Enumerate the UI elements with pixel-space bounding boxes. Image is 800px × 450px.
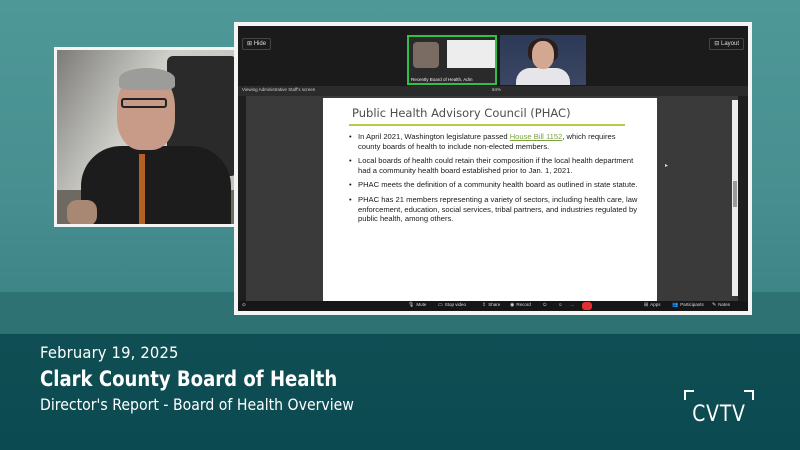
participants-button[interactable] — [672, 302, 704, 308]
broadcast-date: February 19, 2025 — [40, 343, 179, 362]
slide-title-rule — [349, 124, 625, 126]
speaker-video — [57, 50, 243, 224]
mouse-cursor-icon: ▸ — [665, 163, 669, 169]
layout-button[interactable]: ⊟ Layout — [709, 38, 744, 50]
participant-torso — [516, 68, 570, 85]
stop-video-label: Stop video — [444, 302, 466, 307]
apps-icon: ⊞ — [644, 302, 649, 308]
zoom-level[interactable]: 84% — [492, 87, 502, 92]
logo-text: CVTV — [692, 402, 746, 427]
lock-icon[interactable]: ⏻ — [543, 302, 547, 307]
slide-bullet: • PHAC has 21 members representing a variety of sectors, including health care, law enforcement, education, social services, tribal partners, and industries regulated by public health, among others. — [349, 195, 639, 224]
logo-bracket-left — [684, 390, 694, 400]
glasses — [121, 98, 167, 108]
record-button[interactable] — [510, 302, 531, 308]
participant-face — [413, 42, 439, 68]
participant-face — [532, 41, 554, 69]
speaker-hair — [119, 68, 175, 90]
bullet-text: , which requires county boards of health to include non-elected members. — [358, 132, 616, 151]
share-status-bar — [238, 86, 748, 96]
mute-label: Mute — [416, 302, 427, 307]
apps-button[interactable] — [644, 302, 660, 308]
slide-title: Public Health Advisory Council (PHAC) — [352, 106, 571, 120]
bullet-text: In April 2021, Washington legislature passed — [358, 132, 510, 141]
more-icon[interactable]: … — [570, 302, 575, 307]
meeting-toolbar — [238, 301, 748, 311]
apps-label: Apps — [650, 302, 661, 307]
logo-bracket-right — [744, 390, 754, 400]
slide-bullet: • Local boards of health could retain their composition if the local health department had a community health board established prior to Jan. 1, 2021. — [349, 156, 639, 175]
slide-bullet — [349, 132, 639, 151]
cvtv-logo — [682, 390, 756, 430]
stop-video-button[interactable] — [438, 302, 466, 308]
zoom-window-inner — [238, 26, 748, 311]
notes-icon: ✎ — [712, 302, 717, 308]
camera-icon: ▭ — [438, 302, 443, 308]
notes-label: Notes — [718, 302, 730, 307]
house-bill-link[interactable]: House Bill 1152 — [509, 132, 563, 141]
share-button[interactable] — [482, 302, 500, 308]
broadcast-subtitle: Director's Report - Board of Health Overview — [40, 395, 354, 414]
mute-button[interactable] — [408, 302, 426, 308]
participants-icon: 👥 — [672, 302, 679, 308]
slide-bullets — [349, 132, 639, 224]
participant-thumbnail[interactable] — [500, 35, 586, 85]
record-label: Record — [516, 302, 531, 307]
end-call-button[interactable] — [582, 302, 592, 310]
notes-button[interactable] — [712, 302, 730, 308]
mini-slide-preview — [447, 40, 495, 68]
camera-inset — [54, 47, 246, 227]
share-button-label: Share — [488, 302, 501, 307]
hide-button[interactable]: ⊞ Hide — [242, 38, 271, 50]
share-label: Viewing Administrative Staff's screen — [242, 87, 316, 92]
speaker-body — [81, 146, 231, 224]
zoom-window — [234, 22, 752, 315]
lanyard — [139, 154, 145, 224]
security-icon[interactable]: ⊙ — [242, 302, 246, 307]
broadcast-title: Clark County Board of Health — [40, 367, 338, 391]
participant-strip — [238, 26, 748, 86]
participant-caption: Recently Board of Health, Adm — [411, 77, 473, 82]
participants-label: Participants — [680, 302, 704, 307]
reactions-icon[interactable]: ☺ — [558, 302, 563, 307]
share-icon: ⇪ — [482, 302, 487, 308]
presentation-slide — [323, 98, 657, 301]
record-icon: ◉ — [510, 302, 515, 308]
participant-thumbnail-active[interactable] — [407, 35, 497, 85]
speaker-hand — [67, 200, 97, 224]
scrollbar-thumb[interactable] — [733, 181, 737, 207]
microphone-icon: 🎙 — [408, 302, 415, 308]
slide-bullet: • PHAC meets the definition of a community health board as outlined in state statute. — [349, 180, 639, 190]
